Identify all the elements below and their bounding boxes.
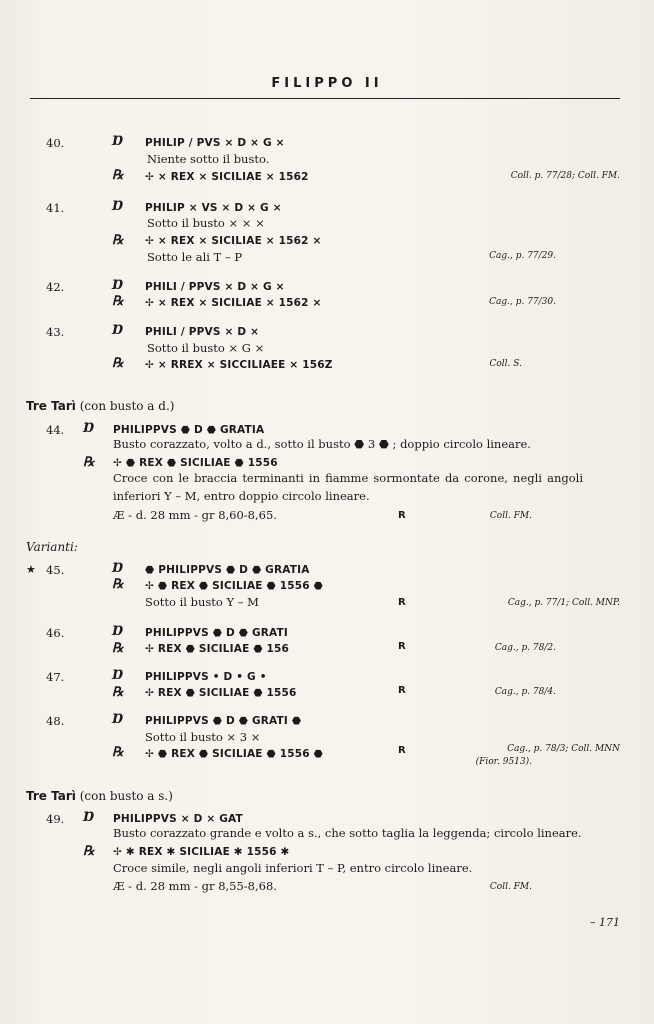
metal-weight: Æ - d. 28 mm - gr 8,55-8,68. xyxy=(113,879,277,893)
entry-number: 40. xyxy=(46,136,65,150)
reference: Cag., p. 78/3; Coll. MNN xyxy=(507,744,620,754)
entry-number: 42. xyxy=(46,280,65,294)
reverse-legend: ✢ × RREX × SICCILIAEE × 156Z xyxy=(145,359,333,371)
section-heading xyxy=(26,789,173,803)
entry-number: 48. xyxy=(46,714,65,728)
reverse-note: Croce simile, negli angoli inferiori T – P, entro circolo lineare. xyxy=(113,861,473,875)
rarity: R xyxy=(398,745,406,756)
star-icon: ★ xyxy=(26,563,36,576)
obverse-symbol: Ɒ xyxy=(112,278,124,293)
obverse-legend: PHILI / PPVS × D × xyxy=(145,326,260,338)
rarity: R xyxy=(398,641,406,652)
rarity: R xyxy=(398,685,406,696)
rarity: R xyxy=(398,597,406,608)
variants-heading: Varianti: xyxy=(26,540,78,554)
reference: Coll. FM. xyxy=(489,882,532,892)
reverse-symbol: ℞ xyxy=(112,577,124,592)
section-title: Tre Tarì xyxy=(26,399,76,413)
obverse-legend: PHILIPPVS ⬣ D ⬣ GRATIA xyxy=(113,424,265,436)
obverse-legend: PHILIP / PVS × D × G × xyxy=(145,137,285,149)
reference: Coll. p. 77/28; Coll. FM. xyxy=(510,171,620,181)
section-heading xyxy=(26,399,174,413)
obverse-legend: ⬣ PHILIPPVS ⬣ D ⬣ GRATIA xyxy=(145,564,310,576)
reverse-symbol: ℞ xyxy=(112,233,124,248)
entry-number: 41. xyxy=(46,201,65,215)
reverse-symbol: ℞ xyxy=(112,685,124,700)
section-subtitle: (con busto a s.) xyxy=(79,789,173,803)
section-title: Tre Tarì xyxy=(26,789,76,803)
page-number: – 171 xyxy=(590,916,620,929)
reverse-legend: ✢ ✱ REX ✱ SICILIAE ✱ 1556 ✱ xyxy=(113,846,290,858)
obverse-symbol: Ɒ xyxy=(112,624,124,639)
entry-number: 43. xyxy=(46,325,65,339)
entry-number: 44. xyxy=(46,423,65,437)
obverse-symbol: Ɒ xyxy=(112,199,124,214)
reverse-legend: ✢ ⬣ REX ⬣ SICILIAE ⬣ 1556 ⬣ xyxy=(145,748,324,760)
reverse-symbol: ℞ xyxy=(112,294,124,309)
reverse-note: Sotto il busto Y – M xyxy=(145,595,259,609)
reference: Coll. FM. xyxy=(489,511,532,521)
obverse-legend: PHILIPPVS × D × GAT xyxy=(113,813,243,825)
obverse-symbol: Ɒ xyxy=(112,668,124,683)
obverse-legend: PHILIPPVS ⬣ D ⬣ GRATI ⬣ xyxy=(145,715,302,727)
obverse-symbol: Ɒ xyxy=(112,712,124,727)
reference: Cag., p. 77/29. xyxy=(489,251,556,261)
reverse-legend: ✢ × REX × SICILIAE × 1562 × xyxy=(145,297,322,309)
obverse-note: Busto corazzato grande e volto a s., che sotto taglia la leggenda; circolo lineare. xyxy=(113,826,582,840)
reference: Cag., p. 78/4. xyxy=(494,687,556,697)
reverse-legend: ✢ REX ⬣ SICILIAE ⬣ 156 xyxy=(145,643,290,655)
entry-number: 46. xyxy=(46,626,65,640)
reverse-symbol: ℞ xyxy=(83,844,95,859)
reverse-note: Sotto le ali T – P xyxy=(147,250,243,264)
reverse-legend: ✢ ⬣ REX ⬣ SICILIAE ⬣ 1556 ⬣ xyxy=(145,580,324,592)
reverse-symbol: ℞ xyxy=(112,356,124,371)
obverse-symbol: Ɒ xyxy=(83,810,95,825)
obverse-note: Sotto il busto × × × xyxy=(147,216,265,230)
reverse-note: Croce con le braccia terminanti in fiamme sormontate da corone, negli angoli inferiori Y – M, entro doppio circolo lineare. xyxy=(113,471,583,503)
obverse-note: Niente sotto il busto. xyxy=(147,152,270,166)
obverse-note: Busto corazzato, volto a d., sotto il busto ⬣ 3 ⬣ ; doppio circolo lineare. xyxy=(113,437,531,451)
reference: Cag., p. 77/1; Coll. MNP. xyxy=(507,598,620,608)
obverse-note: Sotto il busto × 3 × xyxy=(145,730,261,744)
reverse-legend: ✢ × REX × SICILIAE × 1562 xyxy=(145,171,309,183)
reverse-symbol: ℞ xyxy=(112,745,124,760)
reference: Coll. S. xyxy=(489,359,522,369)
obverse-note: Sotto il busto × G × xyxy=(147,341,265,355)
rarity: R xyxy=(398,510,406,521)
section-subtitle: (con busto a d.) xyxy=(79,399,175,413)
entry-number: 49. xyxy=(46,812,65,826)
obverse-symbol: Ɒ xyxy=(112,134,124,149)
reference: Cag., p. 78/2. xyxy=(494,643,556,653)
metal-weight: Æ - d. 28 mm - gr 8,60-8,65. xyxy=(113,508,277,522)
reverse-symbol: ℞ xyxy=(112,168,124,183)
reverse-legend: ✢ ⬣ REX ⬣ SICILIAE ⬣ 1556 xyxy=(113,457,278,469)
obverse-legend: PHILIP × VS × D × G × xyxy=(145,202,282,214)
reverse-legend: ✢ REX ⬣ SICILIAE ⬣ 1556 xyxy=(145,687,297,699)
obverse-symbol: Ɒ xyxy=(83,421,95,436)
reference: Cag., p. 77/30. xyxy=(489,297,556,307)
obverse-symbol: Ɒ xyxy=(112,323,124,338)
entry-number: 45. xyxy=(46,563,65,577)
obverse-legend: PHILIPPVS ⬣ D ⬣ GRATI xyxy=(145,627,289,639)
running-title: FILIPPO II xyxy=(271,76,383,91)
entry-number: 47. xyxy=(46,670,65,684)
obverse-symbol: Ɒ xyxy=(112,561,124,576)
reference-continued: (Fior. 9513). xyxy=(475,757,532,767)
header-rule xyxy=(30,98,620,99)
reverse-symbol: ℞ xyxy=(83,455,95,470)
obverse-legend: PHILI / PPVS × D × G × xyxy=(145,281,285,293)
obverse-legend: PHILIPPVS • D • G • xyxy=(145,671,267,683)
reverse-legend: ✢ × REX × SICILIAE × 1562 × xyxy=(145,235,322,247)
reverse-symbol: ℞ xyxy=(112,641,124,656)
